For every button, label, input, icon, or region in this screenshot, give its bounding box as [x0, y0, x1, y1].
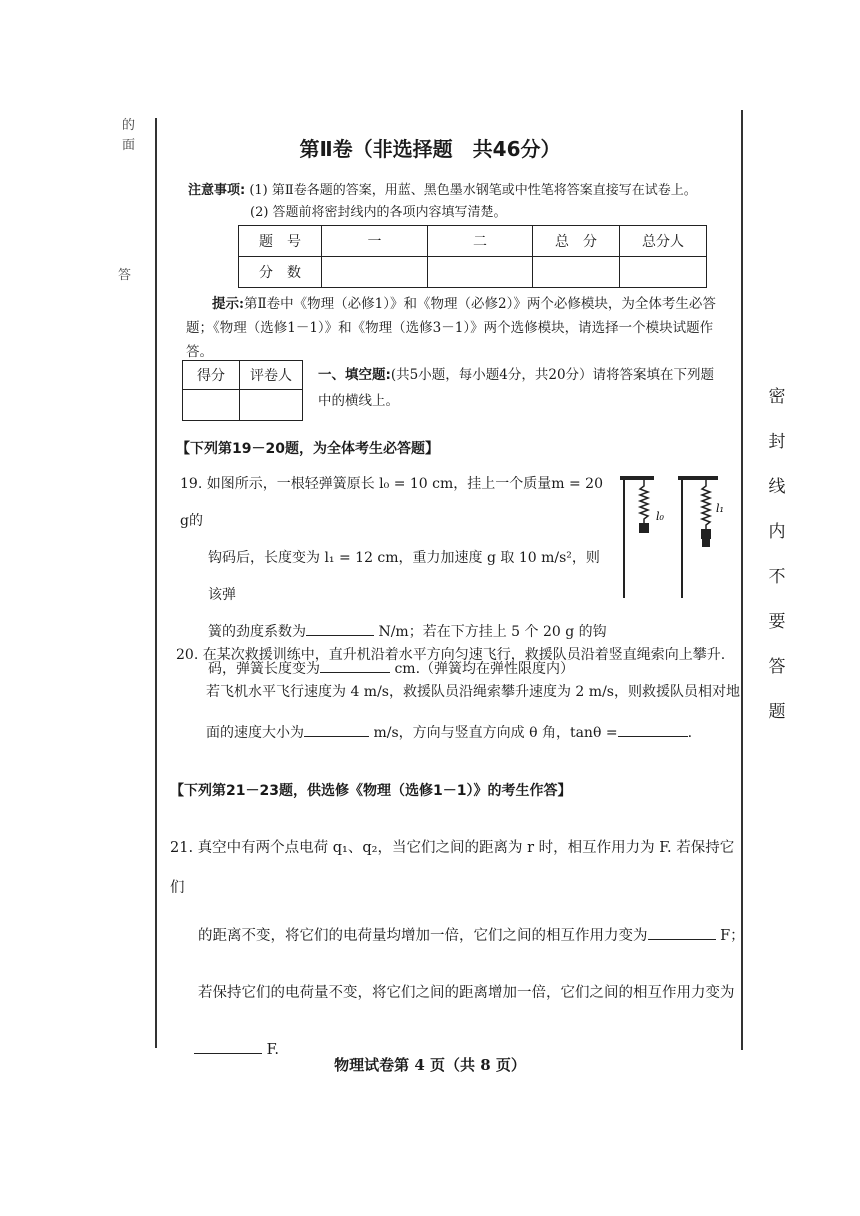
- table-row: [239, 226, 707, 257]
- question-text: F.: [266, 1042, 280, 1058]
- score-table: [238, 225, 707, 288]
- table-header: 总 分: [533, 226, 620, 257]
- margin-char: 的: [122, 118, 136, 133]
- page-title: 第Ⅱ卷（非选择题 共46分）: [299, 137, 561, 161]
- seal-char: 内: [768, 522, 786, 542]
- question-text: 钩码后，长度变为 l₁ = 12 cm，重力加速度 g 取 10 m/s²，则该弹: [208, 550, 600, 603]
- group-heading: 【下列第21－23题，供选修《物理（选修1－1）》的考生作答】: [170, 783, 572, 799]
- grader-name-label: 评卷人: [240, 361, 303, 390]
- seal-char: 密: [768, 387, 786, 407]
- score-cell[interactable]: [533, 257, 620, 288]
- instructions: [188, 180, 697, 224]
- margin-char: 面: [122, 138, 136, 153]
- instructions-label: 注意事项:: [188, 183, 246, 198]
- seal-char: 答: [768, 657, 786, 677]
- label-l1: l₁: [716, 502, 724, 515]
- page-footer: 物理试卷第 4 页（共 8 页）: [334, 1056, 526, 1074]
- left-border-line: [155, 118, 157, 1048]
- score-cell[interactable]: [620, 257, 707, 288]
- question-number: 20.: [176, 647, 199, 663]
- table-header: 一: [322, 226, 428, 257]
- answer-blank[interactable]: [304, 722, 369, 737]
- seal-char: 线: [768, 477, 786, 497]
- question-text: 面的速度大小为: [206, 725, 304, 741]
- answer-blank[interactable]: [648, 925, 716, 941]
- section-desc: (共5小题，每小题4分，共20分）请将答案填在下列题中的横线上。: [318, 367, 715, 409]
- table-header: 二: [428, 226, 533, 257]
- seal-char: 题: [768, 702, 786, 722]
- table-header: 总分人: [620, 226, 707, 257]
- seal-char: 要: [768, 612, 786, 632]
- answer-blank[interactable]: [306, 621, 374, 636]
- grader-score-cell[interactable]: [183, 390, 240, 421]
- group-heading: 【下列第19－20题，为全体考生必答题】: [176, 441, 439, 457]
- section-heading: [318, 362, 723, 414]
- question-text: 簧的劲度系数为: [208, 624, 306, 640]
- instruction-item: (1) 第Ⅱ卷各题的答案，用蓝、黑色墨水钢笔或中性笔将答案直接写在试卷上。: [249, 183, 697, 198]
- grader-name-cell[interactable]: [240, 390, 303, 421]
- question-text: cm.（弹簧均在弹性限度内）: [394, 661, 575, 677]
- section-title: 一、填空题:: [318, 367, 391, 383]
- score-cell[interactable]: [428, 257, 533, 288]
- question-text: 码，弹簧长度变为: [208, 661, 320, 677]
- spring-stand-left: [620, 478, 654, 598]
- hint-paragraph: [186, 292, 731, 364]
- spring-stand-right: [678, 478, 718, 598]
- answer-blank[interactable]: [618, 722, 688, 737]
- label-l0: l₀: [656, 510, 664, 523]
- seal-line-text: [762, 375, 792, 735]
- spring-figure: [612, 470, 737, 605]
- grader-box: [182, 360, 303, 421]
- table-header: 题 号: [239, 226, 322, 257]
- instruction-item: (2) 答题前将密封线内的各项内容填写清楚。: [250, 205, 507, 220]
- question-text: 在某次救援训练中，直升机沿着水平方向匀速飞行，救援队员沿着竖直绳索向上攀升.: [202, 647, 726, 663]
- score-cell[interactable]: [322, 257, 428, 288]
- hint-label: 提示:: [212, 296, 244, 312]
- question-text: .: [687, 725, 693, 741]
- question-20: [176, 637, 741, 752]
- hint-text: 第Ⅱ卷中《物理（必修1）》和《物理（必修2）》两个必修模块，为全体考生必答题；《物理（选修1－1）》和《物理（选修3－1）》两个选修模块，请选择一个模块试题作答。: [186, 296, 716, 360]
- question-number: 21.: [170, 840, 194, 856]
- question-text: m/s，方向与竖直方向成 θ 角，tanθ =: [373, 725, 618, 741]
- margin-mark: 答: [118, 268, 132, 283]
- question-number: 19.: [180, 476, 203, 492]
- question-text: 的距离不变，将它们的电荷量均增加一倍，它们之间的相互作用力变为: [198, 928, 648, 944]
- grader-score-label: 得分: [183, 361, 240, 390]
- question-text: N/m；若在下方挂上 5 个 20 g 的钩: [378, 624, 607, 640]
- question-text: 若保持它们的电荷量不变，将它们之间的距离增加一倍，它们之间的相互作用力变为: [198, 985, 735, 1001]
- seal-char: 封: [768, 432, 786, 452]
- seal-char: 不: [768, 567, 786, 587]
- table-row: [239, 257, 707, 288]
- answer-blank[interactable]: [194, 1039, 262, 1055]
- question-text: 如图所示，一根轻弹簧原长 l₀ = 10 cm，挂上一个质量m = 20 g的: [180, 476, 603, 529]
- question-text: F；: [720, 928, 745, 944]
- question-21: [170, 828, 745, 1079]
- question-text: 若飞机水平飞行速度为 4 m/s，救援队员沿绳索攀升速度为 2 m/s，则救援队员相对地: [206, 684, 740, 700]
- question-text: 真空中有两个点电荷 q₁、q₂，当它们之间的距离为 r 时，相互作用力为 F. 若保持它们: [170, 840, 735, 896]
- table-row-label: 分 数: [239, 257, 322, 288]
